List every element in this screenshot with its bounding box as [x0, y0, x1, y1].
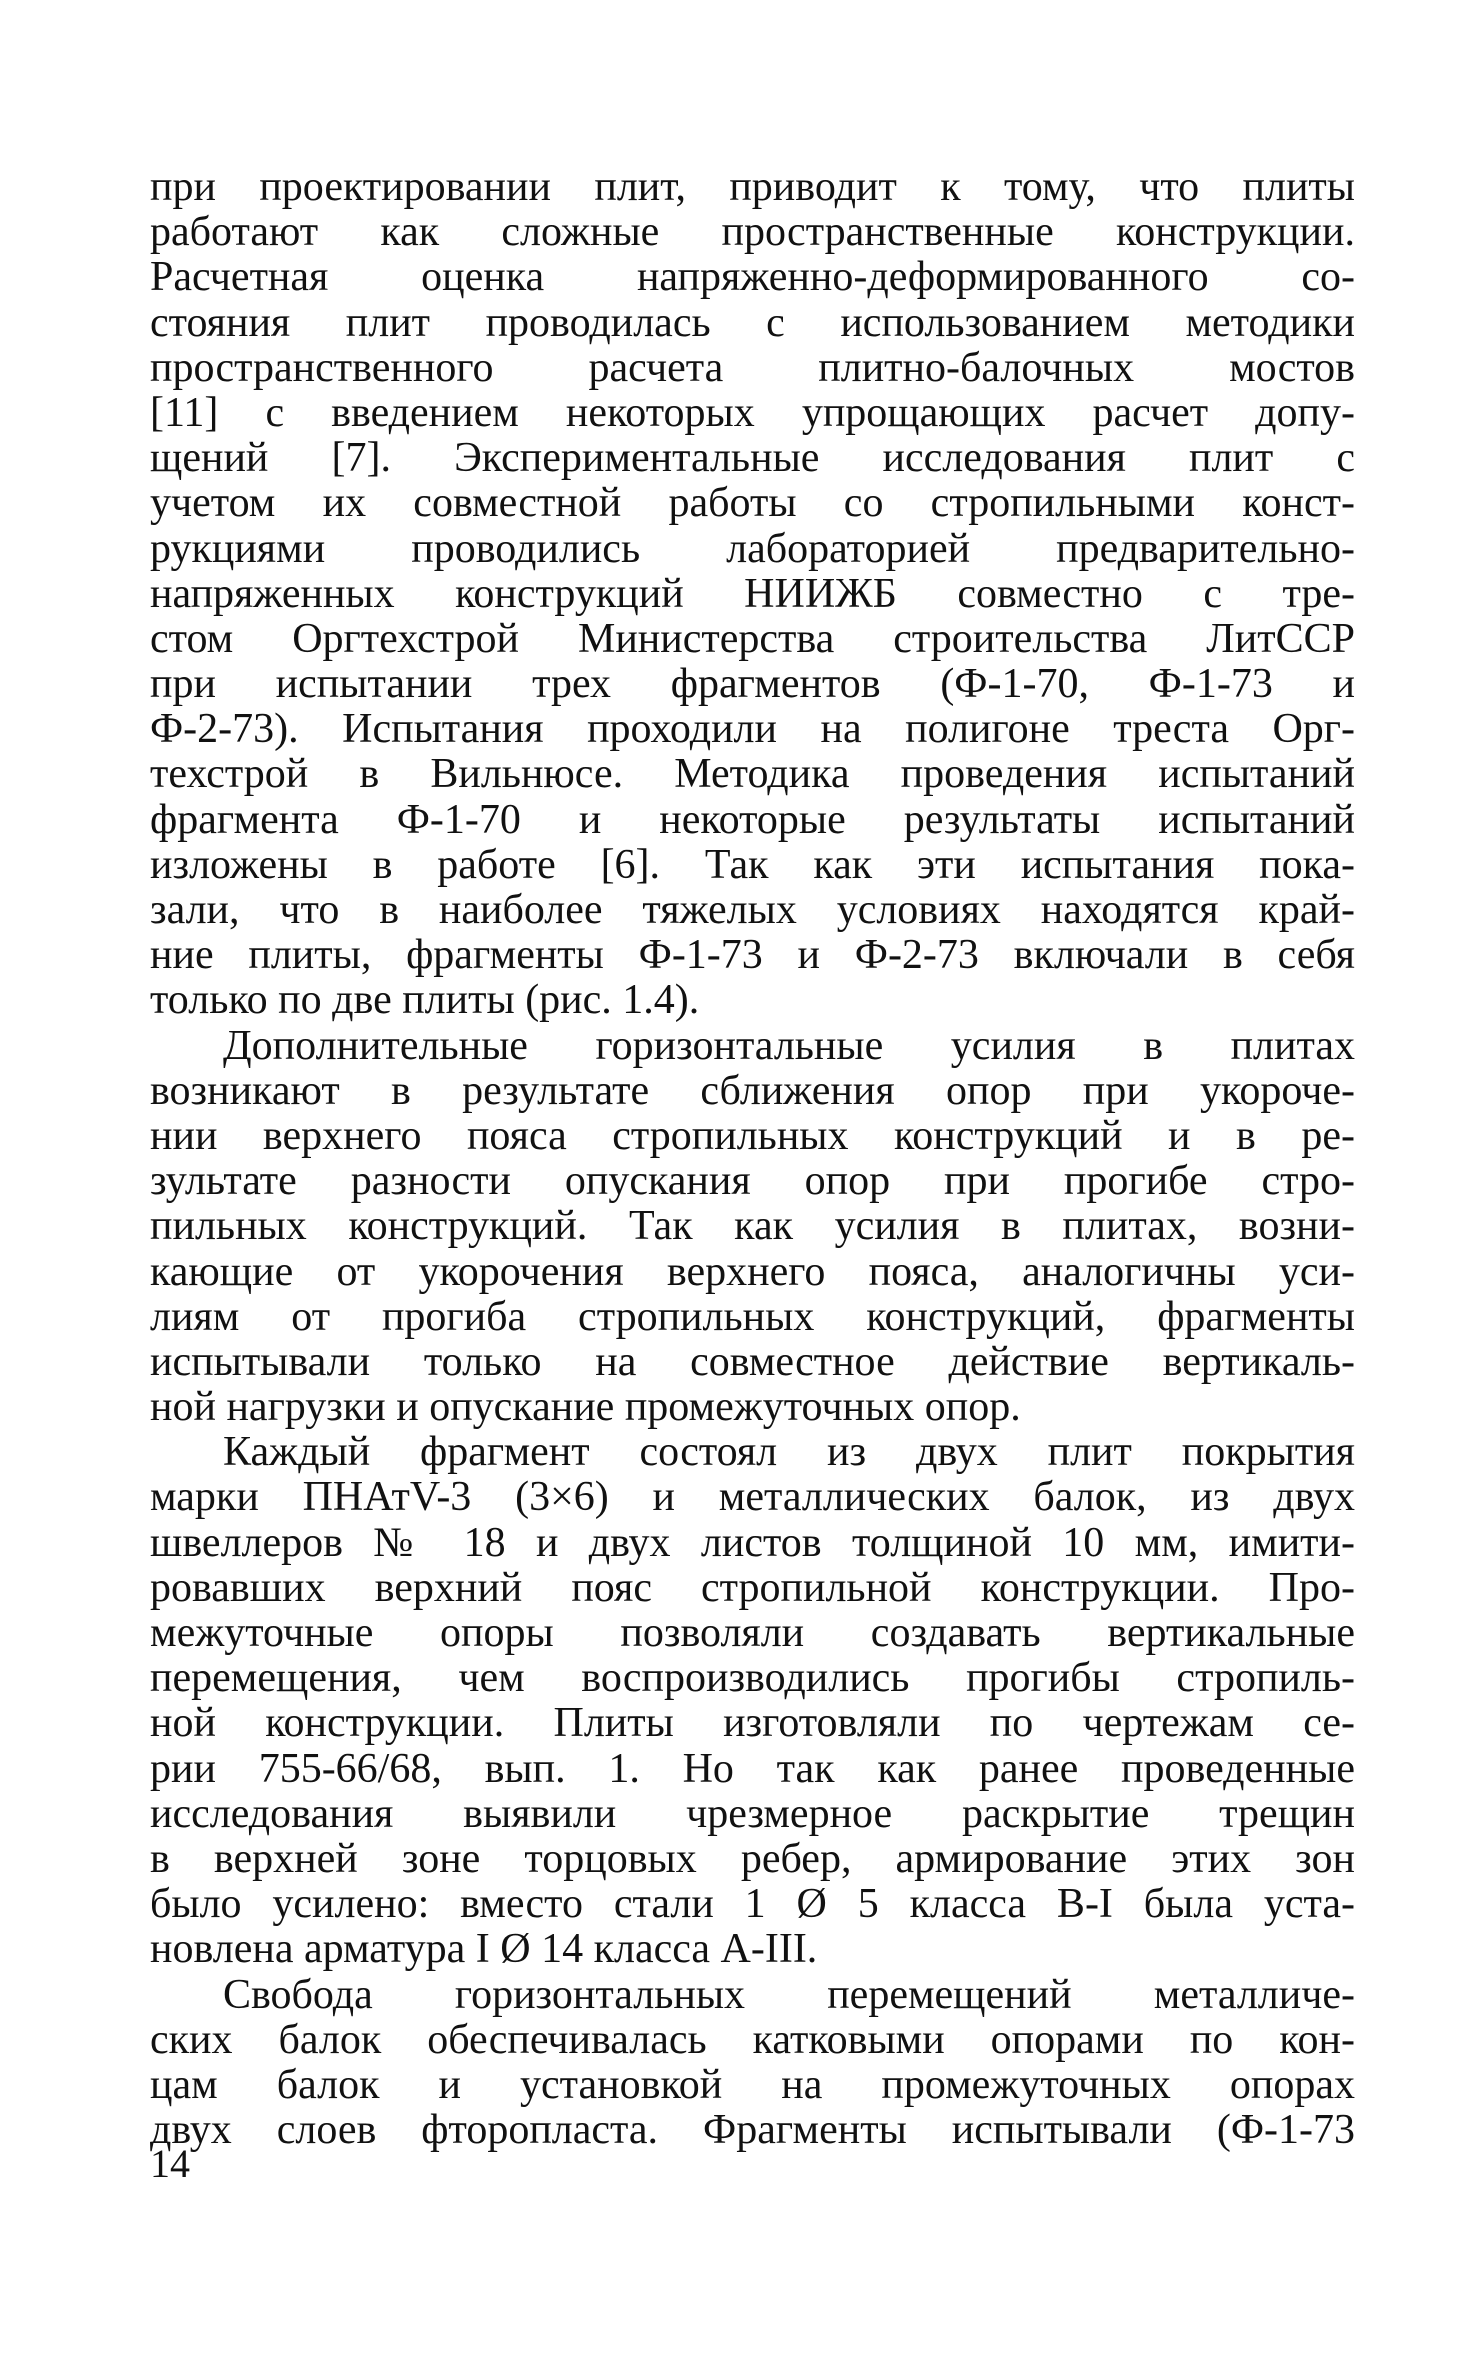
text-line: ной нагрузки и опускание промежуточных опор. [150, 1384, 1021, 1431]
text-line: стом Оргтехстрой Министерства строительства ЛитССР [150, 615, 1355, 662]
text-line: Дополнительные горизонтальные усилия в плитах [223, 1022, 1355, 1069]
text-line: ских балок обеспечивалась катковыми опорами по кон- [150, 2016, 1355, 2063]
text-line: цам балок и установкой на промежуточных опорах [150, 2061, 1355, 2108]
text-line: фрагмента Ф-1-70 и некоторые результаты испытаний [150, 796, 1355, 843]
text-line: межуточные опоры позволяли создавать вертикальные [150, 1610, 1355, 1656]
text-line: в верхней зоне торцовых ребер, армирование этих зон [150, 1835, 1355, 1882]
text-line: Расчетная оценка напряженно-деформированного со- [150, 254, 1355, 301]
text-line: [11] с введением некоторых упрощающих расчет допу- [150, 389, 1355, 436]
text-line: техстрой в Вильнюсе. Методика проведения испытаний [150, 751, 1355, 798]
text-line: рукциями проводились лабораторией предварительно- [150, 525, 1355, 572]
text-line: новлена арматура I Ø 14 класса А-III. [150, 1926, 818, 1973]
text-line: ние плиты, фрагменты Ф-1-73 и Ф-2-73 включали в себя [150, 932, 1355, 979]
text-line: кающие от укорочения верхнего пояса, аналогичны уси- [150, 1248, 1355, 1295]
text-line: испытывали только на совместное действие вертикаль- [150, 1338, 1355, 1385]
text-line: зультате разности опускания опор при прогибе стро- [150, 1158, 1355, 1205]
text-line: рии 755-66/68, вып. 1. Но так как ранее проведенные [150, 1745, 1355, 1792]
text-line: возникают в результате сближения опор при укороче- [150, 1067, 1355, 1114]
text-line: ровавших верхний пояс стропильной конструкции. Про- [150, 1564, 1355, 1611]
text-line: пильных конструкций. Так как усилия в плитах, возни- [150, 1203, 1355, 1250]
text-line: при проектировании плит, приводит к тому, что плиты [150, 164, 1355, 210]
text-line: при испытании трех фрагментов (Ф-1-70, Ф-1-73 и [150, 661, 1355, 708]
text-line: пространственного расчета плитно-балочных мостов [150, 344, 1355, 391]
text-line: ной конструкции. Плиты изготовляли по чертежам се- [150, 1700, 1355, 1747]
text-line: было усилено: вместо стали 1 Ø 5 класса В-I была уста- [150, 1881, 1355, 1928]
text-line: только по две плиты (рис. 1.4). [150, 977, 700, 1024]
text-line: Свобода горизонтальных перемещений металличе- [223, 1971, 1355, 2018]
text-line: перемещения, чем воспроизводились прогибы стропиль- [150, 1655, 1355, 1702]
text-line: стояния плит проводилась с использованием методики [150, 299, 1355, 346]
paragraph [150, 1430, 1355, 1972]
paragraph [150, 1024, 1355, 1431]
text-line: зали, что в наиболее тяжелых условиях находятся край- [150, 887, 1355, 933]
paragraph [150, 1973, 1355, 2154]
text-line: Ф-2-73). Испытания проходили на полигоне треста Орг- [150, 706, 1355, 753]
text-line: учетом их совместной работы со стропильными конст- [150, 480, 1355, 527]
text-line: работают как сложные пространственные конструкции. [150, 209, 1355, 256]
page-number: 14 [150, 2141, 190, 2186]
text-line: лиям от прогиба стропильных конструкций, фрагменты [150, 1293, 1355, 1340]
text-line: напряженных конструкций НИИЖБ совместно с тре- [150, 570, 1355, 617]
paragraph [150, 165, 1355, 1024]
text-line: изложены в работе [6]. Так как эти испытания пока- [150, 841, 1355, 888]
text-line: марки ПНАтV-3 (3×6) и металлических балок, из двух [150, 1474, 1355, 1521]
text-line: швеллеров № 18 и двух листов толщиной 10 мм, имити- [150, 1519, 1355, 1566]
text-line: щений [7]. Экспериментальные исследования плит с [150, 435, 1355, 482]
text-line: исследования выявили чрезмерное раскрытие трещин [150, 1790, 1355, 1837]
text-line: двух слоев фторопласта. Фрагменты испытывали (Ф-1-73 [150, 2107, 1355, 2154]
text-line: Каждый фрагмент состоял из двух плит покрытия [223, 1429, 1355, 1476]
body-text [150, 165, 1355, 2153]
text-line: нии верхнего пояса стропильных конструкций и в ре- [150, 1112, 1355, 1159]
